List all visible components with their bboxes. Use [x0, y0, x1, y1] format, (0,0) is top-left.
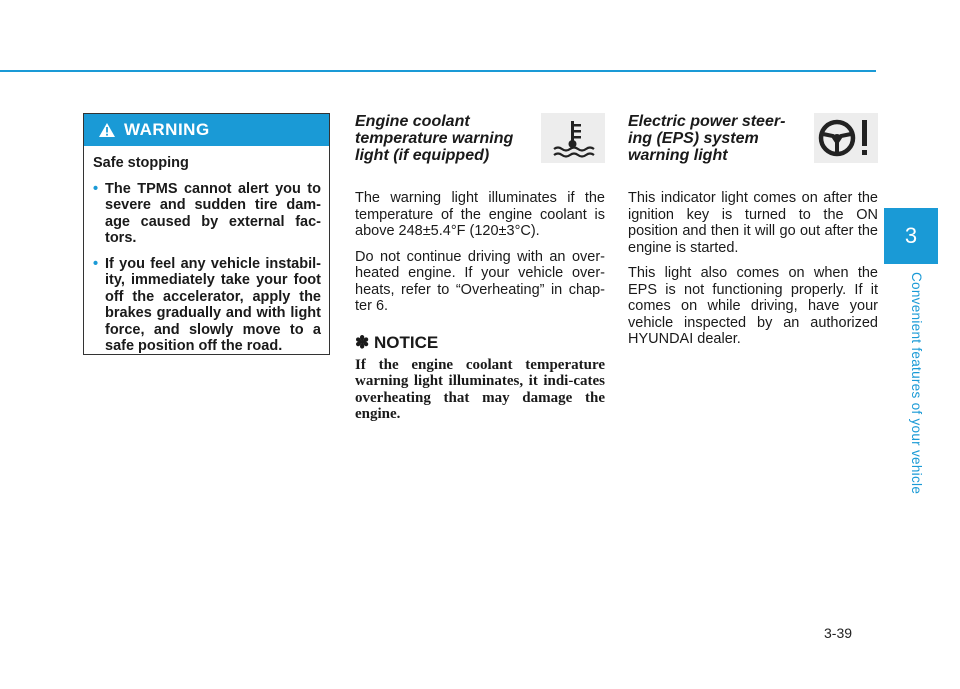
eps-paragraph: This light also comes on when the EPS is not functioning properly. If it comes on while driving, have your vehicle inspected by an authorized HYUNDAI dealer.	[628, 265, 878, 347]
coolant-paragraph: The warning light illuminates if the temperature of the engine coolant is above 248±5.4°F (120±3°C).	[355, 190, 605, 239]
warning-bullet-text: The TPMS cannot alert you to severe and sudden tire dam-age caused by external fac-tors.	[105, 180, 321, 246]
eps-section	[628, 113, 878, 357]
chapter-tab	[884, 208, 938, 264]
chapter-number: 3	[904, 223, 918, 248]
coolant-heading: Engine coolant temperature warning light (if equipped)	[355, 113, 514, 164]
coolant-paragraph: Do not continue driving with an over-heated engine. If your vehicle over-heats, refer to “Overheating” in chap-ter 6.	[355, 248, 605, 314]
header-rule	[0, 70, 876, 72]
warning-header	[84, 114, 329, 146]
warning-box	[83, 113, 330, 355]
warning-bullet	[93, 256, 321, 355]
warning-label: WARNING	[124, 120, 210, 139]
notice-title: ✽ NOTICE	[355, 332, 439, 352]
eps-heading: Electric power steer-ing (EPS) system warning light	[628, 113, 786, 164]
coolant-section	[355, 113, 605, 423]
warning-body	[84, 146, 329, 355]
coolant-icon-box	[541, 113, 605, 163]
warning-lead: Safe stopping	[93, 155, 189, 171]
bullet-dot: •	[93, 255, 99, 272]
eps-paragraph: This indicator light comes on after the ignition key is turned to the ON position and then it will go out after the engine is started.	[628, 190, 878, 256]
chapter-title: Convenient features of your vehicle	[909, 272, 924, 495]
warning-bullet	[93, 181, 321, 247]
page-number: 3-39	[824, 625, 853, 641]
warning-triangle-icon	[98, 122, 116, 138]
steering-wheel-warning-icon	[818, 117, 874, 159]
warning-bullet-text: If you feel any vehicle instabil-ity, immediately take your foot off the accelerator, apply the brakes gradually and with light force, and slowly move to a safe position off the road.	[105, 255, 321, 354]
eps-icon-box	[814, 113, 878, 163]
notice-body: If the engine coolant temperature warning light illuminates, it indi-cates overheating that may damage the engine.	[355, 356, 605, 422]
bullet-dot: •	[93, 180, 99, 197]
coolant-temperature-icon	[551, 118, 595, 158]
